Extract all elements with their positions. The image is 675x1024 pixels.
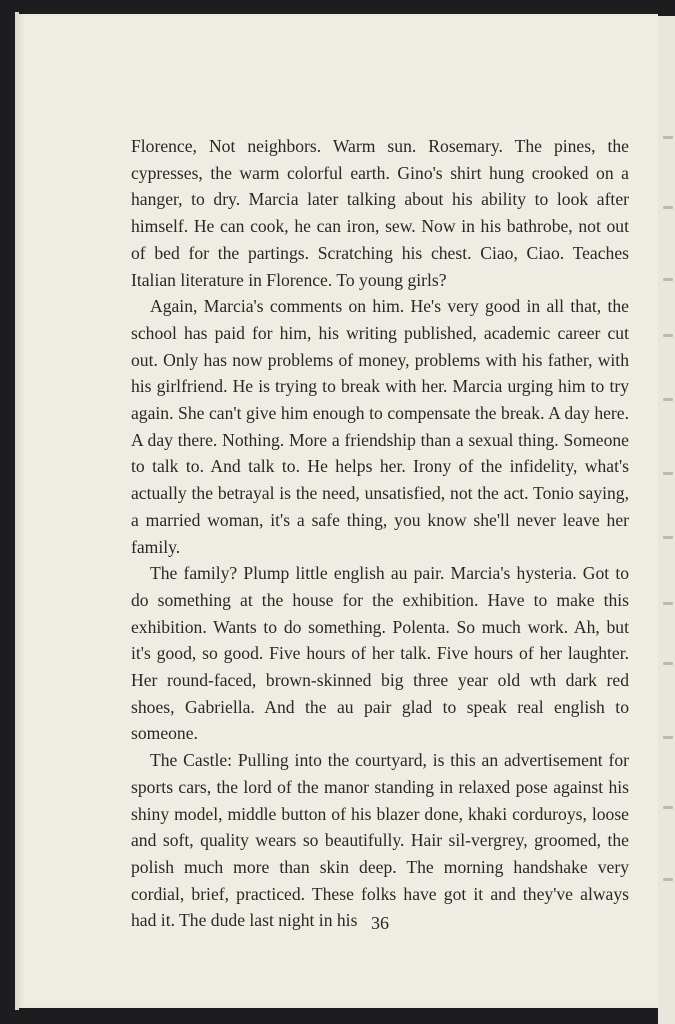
- paragraph: Florence, Not neighbors. Warm sun. Rosemary. The pines, the cypresses, the warm colorful earth. Gino's shirt hung crooked on a hanger, to dry. Marcia later talking about his ability to look after himself. He can cook, he can iron, sew. Now in his bathrobe, not out of bed for the partings. Scratching his chest. Ciao, Ciao. Teaches Italian literature in Florence. To young girls?: [131, 136, 629, 290]
- body-text: [131, 133, 629, 934]
- page-number: 36: [371, 913, 389, 933]
- adjacent-page-edge: [658, 16, 675, 1024]
- paragraph: The family? Plump little english au pair. Marcia's hysteria. Got to do something at the house for the exhibition. Have to make this exhibition. Wants to do something. Polenta. So much work. Ah, but it's good, so good. Five hours of her talk. Five hours of her laughter. Her round-faced, brown-skinned big three year old wth dark red shoes, Gabriella. And the au pair glad to speak real english to someone.: [131, 563, 629, 744]
- paragraph: The Castle: Pulling into the courtyard, is this an advertisement for sports cars, the lord of the manor standing in relaxed pose against his shiny model, middle button of his blazer done, khaki corduroys, loose and soft, quality wears so beautifully. Hair sil-vergrey, groomed, the polish much more than skin deep. The morning handshake very cordial, brief, practiced. These folks have got it and they've always had it. The dude last night in his: [131, 750, 629, 931]
- paragraph: Again, Marcia's comments on him. He's very good in all that, the school has paid for him, his writing published, academic career cut out. Only has now problems of money, problems with his father, with his girlfriend. He is trying to break with her. Marcia urging him to try again. She can't give him enough to compensate the break. A day here. A day there. Nothing. More a friendship than a sexual thing. Someone to talk to. And talk to. He helps her. Irony of the infidelity, what's actually the betrayal is the need, unsatisfied, not the act. Tonio saying, a married woman, it's a safe thing, you know she'll never leave her family.: [131, 296, 629, 557]
